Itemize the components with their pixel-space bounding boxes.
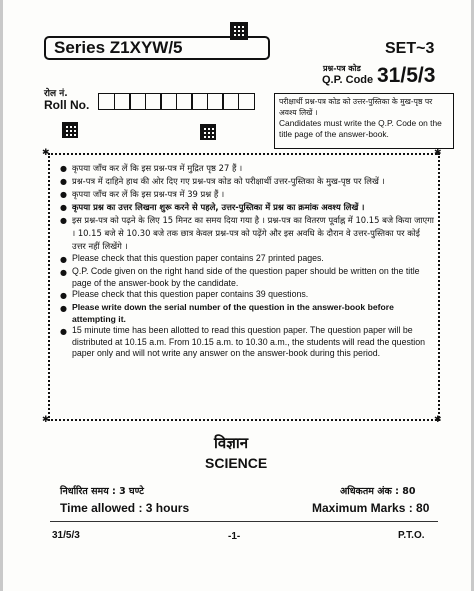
instructions-list — [60, 162, 434, 360]
roll-number-boxes[interactable] — [98, 93, 253, 110]
instruction-item — [60, 253, 434, 266]
instruction-item — [60, 289, 434, 302]
qp-code-hindi: प्रश्न-पत्र कोड — [323, 64, 361, 73]
instruction-item — [60, 175, 434, 188]
instruction-text: Please check that this question paper contains 39 questions. — [72, 289, 309, 299]
frame-corner-star: ✱ — [434, 148, 442, 158]
bullet-icon: ● — [60, 255, 67, 264]
roll-box[interactable] — [238, 93, 255, 110]
bullet-icon: ● — [60, 203, 67, 212]
subject-title-hindi: विज्ञान — [214, 434, 249, 452]
notice-hindi: परीक्षार्थी प्रश्न-पत्र कोड को उत्तर-पुस्तिका के मुख-पृष्ठ पर अवश्य लिखें । — [279, 97, 433, 117]
pto-label: P.T.O. — [398, 530, 425, 541]
left-qr-code — [62, 122, 78, 138]
footer-rule — [50, 521, 438, 522]
instruction-item — [60, 266, 434, 289]
bullet-icon: ● — [60, 327, 67, 336]
instruction-item — [60, 188, 434, 201]
series-label: Series Z1XYW/5 — [54, 38, 183, 57]
bullet-icon: ● — [60, 304, 67, 313]
subject-title: SCIENCE — [205, 455, 268, 471]
instruction-text: Please check that this question paper contains 27 printed pages. — [72, 253, 324, 263]
footer-code: 31/5/3 — [52, 530, 80, 541]
series-box — [44, 36, 270, 60]
roll-box[interactable] — [207, 93, 224, 110]
bullet-icon: ● — [60, 177, 67, 186]
roll-box[interactable] — [129, 93, 146, 110]
roll-label-hindi: रोल नं. — [44, 89, 68, 99]
bullet-icon: ● — [60, 216, 67, 225]
qp-code-label: Q.P. Code — [322, 74, 374, 86]
max-marks-hindi: अधिकतम अंक : 80 — [340, 486, 416, 497]
bullet-icon: ● — [60, 291, 67, 300]
instruction-text: 15 minute time has been allotted to read this question paper. The question paper will be distributed at 10.15 a.m. From 10.15 a.m. to 10.30 a.m., the students will read the question paper only and will not write any answer on the answer-book during this period. — [72, 325, 426, 358]
instruction-text: प्रश्न-पत्र में दाहिने हाथ की ओर दिए गए प्रश्न-पत्र कोड को परीक्षार्थी उत्तर-पुस्तिका के मुख-पृष्ठ पर लिखें । — [72, 176, 385, 186]
roll-box[interactable] — [176, 93, 193, 110]
page-number: -1- — [228, 531, 241, 542]
set-label: SET~3 — [385, 40, 435, 57]
instruction-item — [60, 214, 434, 253]
qp-code-notice — [274, 93, 454, 149]
instruction-item — [60, 325, 434, 360]
roll-box[interactable] — [160, 93, 177, 110]
bullet-icon: ● — [60, 190, 67, 199]
frame-corner-star: ✱ — [434, 415, 442, 425]
roll-label: Roll No. — [44, 98, 90, 112]
instruction-text: कृपया जाँच कर लें कि इस प्रश्न-पत्र में 39 प्रश्न हैं । — [72, 189, 225, 199]
frame-corner-star: ✱ — [42, 148, 50, 158]
roll-box[interactable] — [98, 93, 115, 110]
instruction-text: Q.P. Code given on the right hand side of the question paper should be written on the title page of the answer-book by the candidate. — [72, 266, 420, 288]
max-marks: Maximum Marks : 80 — [312, 501, 430, 515]
notice-english: Candidates must write the Q.P. Code on the title page of the answer-book. — [279, 118, 442, 139]
instruction-text: कृपया जाँच कर लें कि इस प्रश्न-पत्र में मुद्रित पृष्ठ 27 हैं । — [72, 163, 243, 173]
right-qr-code — [200, 124, 216, 140]
roll-box[interactable] — [145, 93, 162, 110]
instruction-text: कृपया प्रश्न का उत्तर लिखना शुरू करने से पहले, उत्तर-पुस्तिका में प्रश्न का क्रमांक अवश्य लिखें । — [72, 202, 365, 212]
qp-code-value: 31/5/3 — [377, 64, 436, 87]
bullet-icon: ● — [60, 164, 67, 173]
instruction-text: इस प्रश्न-पत्र को पढ़ने के लिए 15 मिनट का समय दिया गया है । प्रश्न-पत्र का वितरण पूर्वाह्न में 10.15 बजे किया जाएगा । 10.15 बजे से 10.30 बजे तक छात्र केवल प्रश्न-पत्र को पढ़ेंगे और इस अवधि के दौरान वे उत्तर-पुस्तिका पर कोई उत्तर नहीं लिखेंगे । — [72, 215, 434, 251]
bullet-icon: ● — [60, 268, 67, 277]
instruction-text: Please write down the serial number of the question in the answer-book before attempting it. — [72, 302, 394, 324]
instruction-item — [60, 162, 434, 175]
instruction-item — [60, 201, 434, 214]
roll-box[interactable] — [114, 93, 131, 110]
time-allowed: Time allowed : 3 hours — [60, 501, 190, 515]
page-left-edge — [0, 0, 3, 591]
instruction-item — [60, 302, 434, 325]
roll-box[interactable] — [191, 93, 208, 110]
roll-box[interactable] — [222, 93, 239, 110]
time-allowed-hindi: निर्धारित समय : 3 घण्टे — [60, 486, 144, 497]
frame-corner-star: ✱ — [42, 415, 50, 425]
